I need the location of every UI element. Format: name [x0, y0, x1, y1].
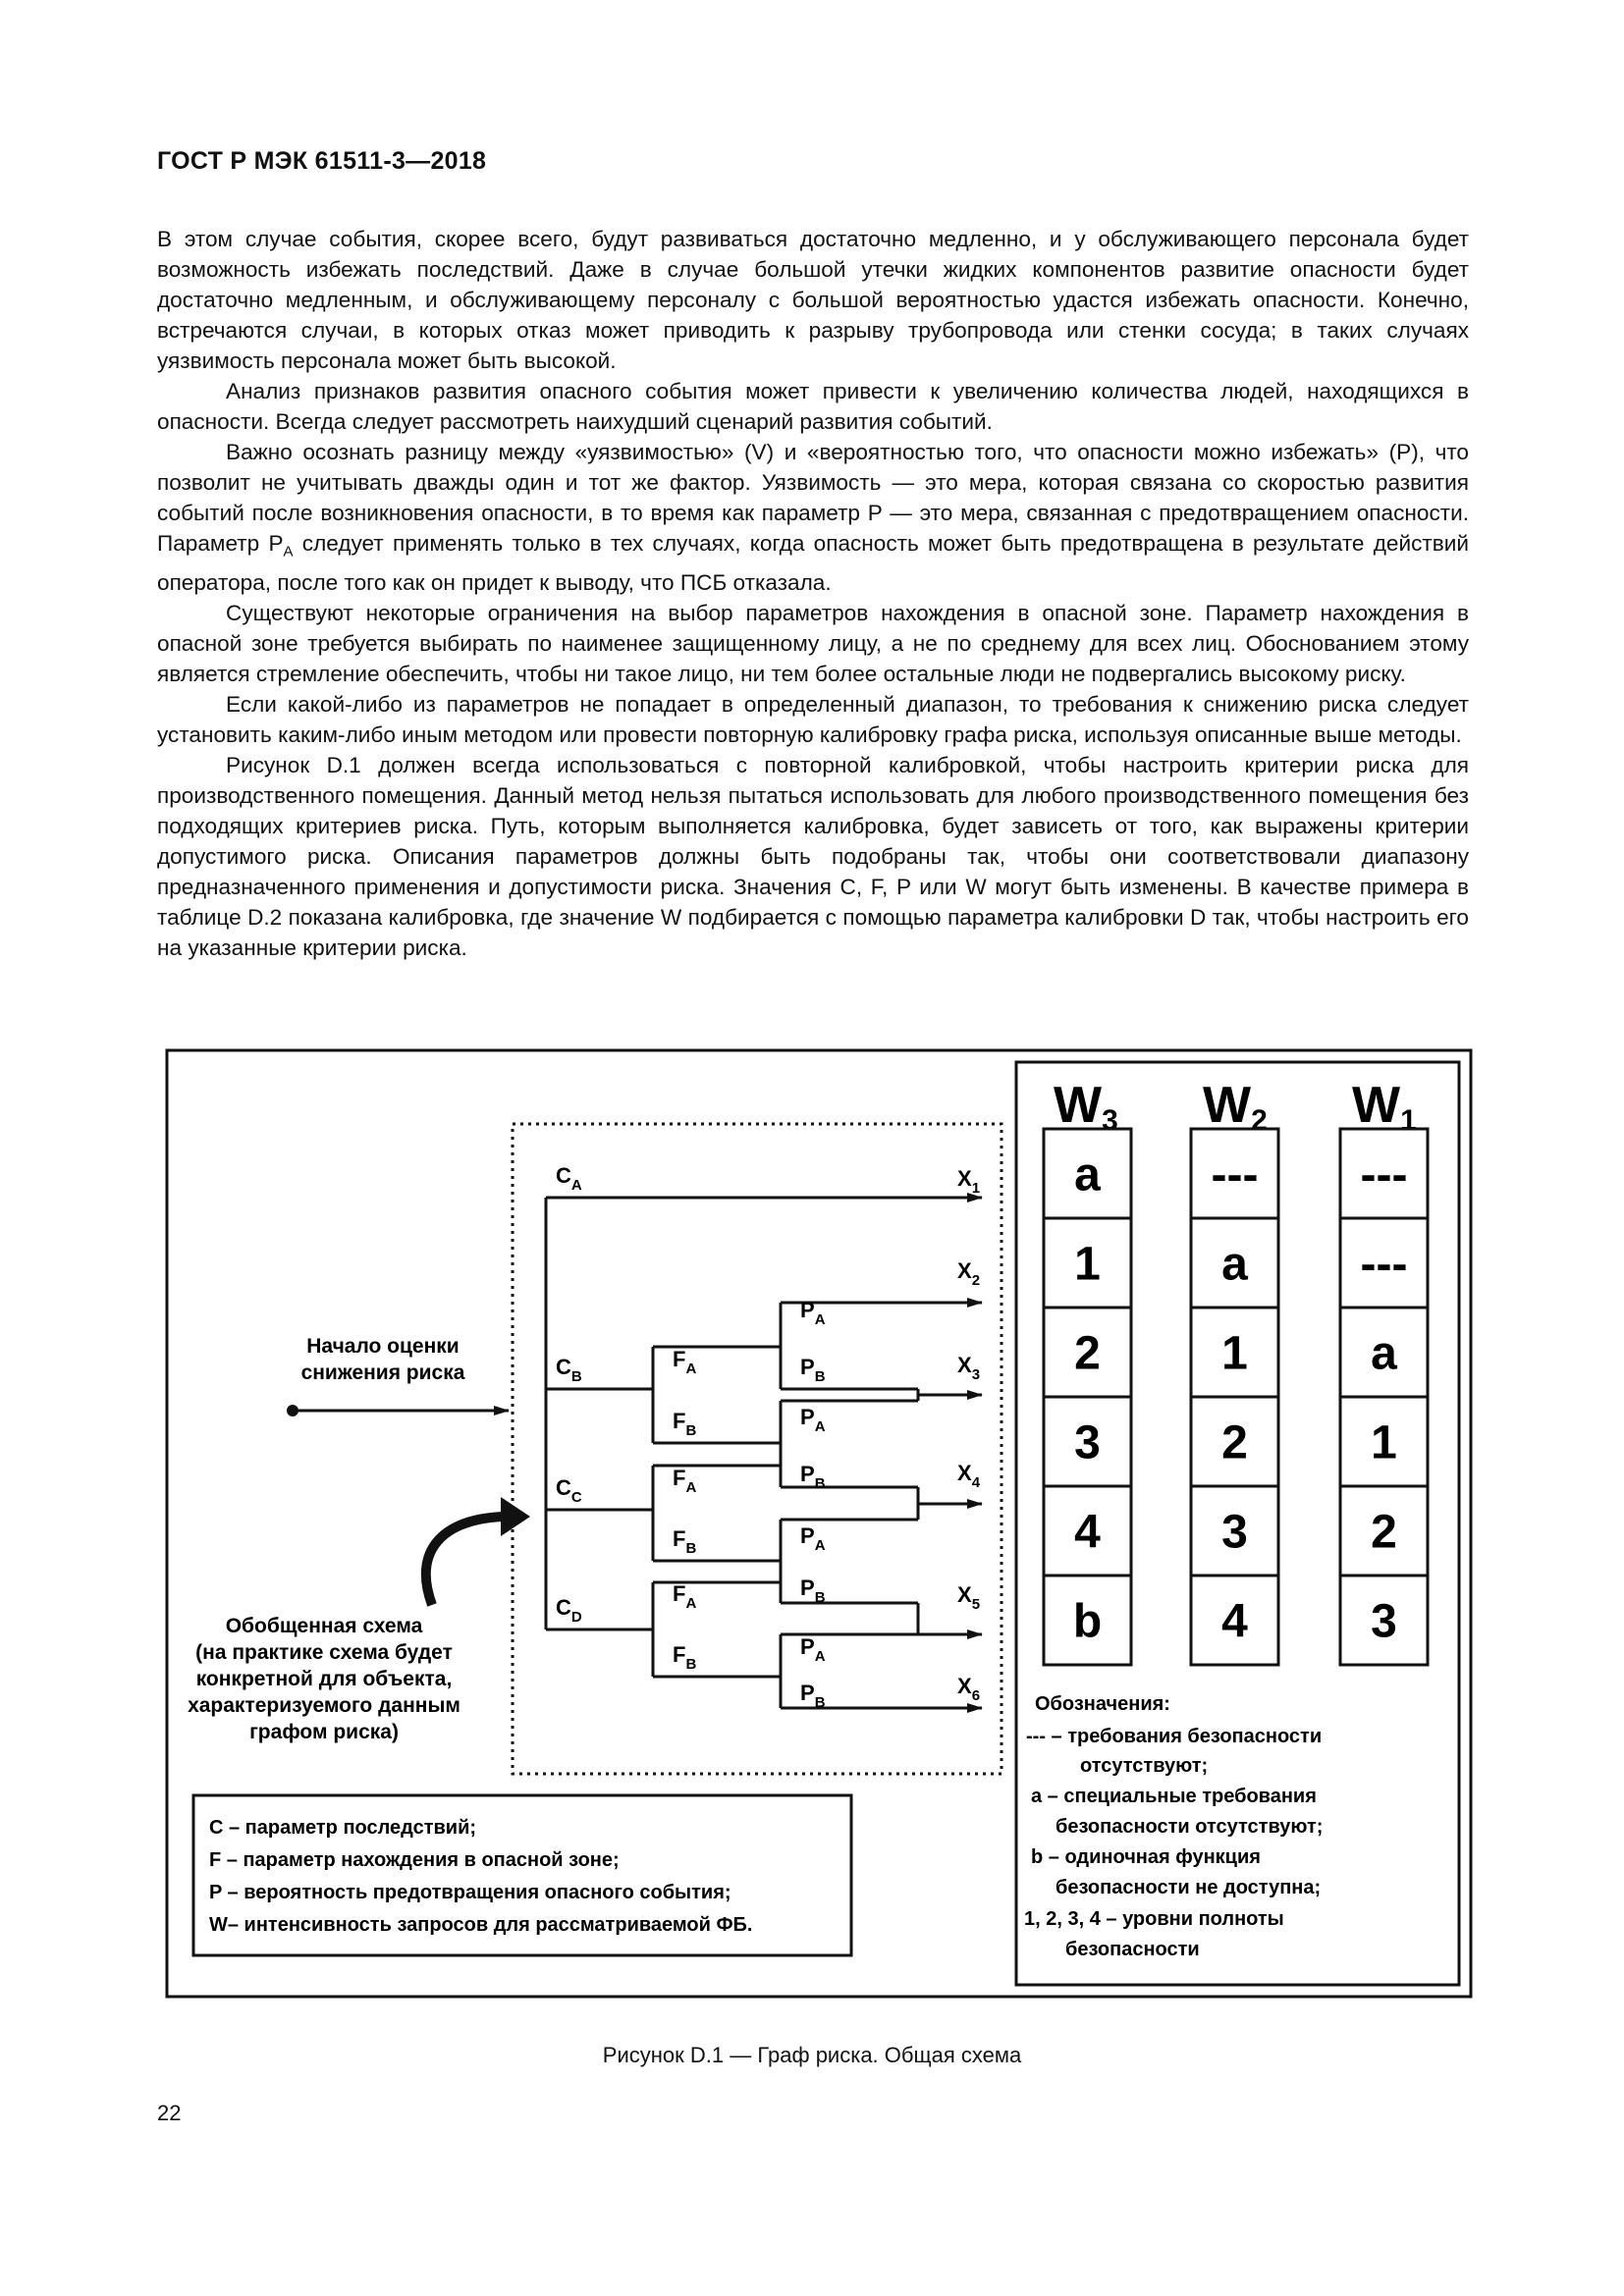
svg-text:PA: $P_A$ [800, 1405, 826, 1435]
svg-text:PA: $P_A$ [800, 1634, 826, 1665]
svg-text:FA: $F_A$ [673, 1581, 697, 1612]
paragraph: Важно осознать разницу между «уязвимостью» (V) и «вероятностью того, что опасности можно избежать» (P), что позволит не учитывать дважды один и тот же фактор. Уязвимость — это мера, которая связана со скоростью развития событий после возникновения опасности, в то время как параметр P — это мера, связанная с предотвращением опасности. Параметр $P_A$ следует применять только в тех случаях, когда опасность может быть предотвращена в результате действий оператора, после того как он придет к выводу, что ПСБ отказала. [157, 440, 1469, 595]
svg-text:PA: $P_A$ [800, 1523, 826, 1554]
w-cell: a [1221, 1238, 1248, 1291]
w-cell: 4 [1221, 1595, 1248, 1648]
svg-text:безопасности: безопасности [1065, 1939, 1200, 1960]
label-cc: $C_C$ [556, 1475, 582, 1506]
svg-text:FA: $F_A$ [673, 1466, 697, 1496]
w-cell: --- [1211, 1148, 1259, 1201]
svg-text:b – одиночная функция: b – одиночная функция [1031, 1846, 1261, 1868]
svg-text:X1: $X_1$ [957, 1166, 981, 1197]
svg-text:PB: $P_B$ [800, 1575, 826, 1606]
paragraph: Анализ признаков развития опасного события может привести к увеличению количества людей, находящихся в опасности. Всегда следует рассмотреть наихудший сценарий развития событий. [157, 379, 1469, 434]
w-column-3 [1340, 1129, 1428, 1665]
svg-text:FB: $F_B$ [673, 1409, 697, 1439]
svg-text:a – специальные требования: a – специальные требования [1031, 1786, 1317, 1807]
svg-text:C – параметр последствий;: C – параметр последствий; [209, 1817, 477, 1839]
svg-text:FB: $F_B$ [673, 1642, 697, 1673]
graph-lines [546, 1198, 982, 1708]
svg-text:F – параметр нахождения в опас: F – параметр нахождения в опасной зоне; [209, 1849, 620, 1871]
params-legend [209, 1817, 752, 1936]
svg-text:X5: $X_5$ [957, 1582, 981, 1613]
svg-text:FA: $F_A$ [673, 1347, 697, 1377]
svg-text:безопасности отсутствуют;: безопасности отсутствуют; [1056, 1816, 1324, 1838]
w-cell: --- [1360, 1148, 1408, 1201]
svg-text:X4: $X_4$ [957, 1461, 981, 1491]
svg-text:W3: W3 [1054, 1077, 1118, 1137]
notation [1024, 1693, 1323, 1960]
document-header: ГОСТ Р МЭК 61511-3—2018 [157, 147, 487, 175]
svg-text:X2: $X_2$ [957, 1258, 981, 1289]
f-labels [673, 1347, 696, 1673]
w-cell: 2 [1371, 1506, 1397, 1559]
w-cell: --- [1360, 1238, 1408, 1291]
w-cell: 4 [1074, 1506, 1101, 1559]
svg-text:графом риска): графом риска) [249, 1721, 399, 1743]
label-cb: $C_B$ [556, 1355, 582, 1385]
label-ca: $C_A$ [556, 1163, 582, 1194]
w-cell: 3 [1371, 1595, 1397, 1648]
svg-text:характеризуемого данным: характеризуемого данным [188, 1694, 460, 1717]
svg-text:PA: $P_A$ [800, 1298, 826, 1328]
svg-text:1, 2, 3, 4 – уровни полноты: 1, 2, 3, 4 – уровни полноты [1024, 1908, 1284, 1930]
curved-arrow [426, 1517, 503, 1605]
c-labels [556, 1163, 582, 1626]
svg-text:Обозначения:: Обозначения: [1035, 1693, 1170, 1715]
paragraph: Если какой-либо из параметров не попадает в определенный диапазон, то требования к снижению риска следует установить каким-либо иным методом или провести повторную калибровку графа риска, используя описанные выше методы. [157, 691, 1469, 747]
svg-text:(на практике схема будет: (на практике схема будет [195, 1641, 453, 1664]
figure-caption: Рисунок D.1 — Граф риска. Общая схема [602, 2043, 1022, 2067]
svg-text:конкретной для объекта,: конкретной для объекта, [195, 1668, 453, 1690]
svg-text:W2: W2 [1203, 1077, 1268, 1137]
svg-text:PB: $P_B$ [800, 1355, 826, 1385]
w-columns [1044, 1129, 1428, 1665]
w-cell: 3 [1221, 1506, 1248, 1559]
p-labels [800, 1298, 826, 1711]
svg-text:X6: $X_6$ [957, 1674, 981, 1704]
svg-text:PB: $P_B$ [800, 1681, 826, 1711]
start-label-line1: Начало оценки [306, 1335, 460, 1358]
page-number: 22 [157, 2101, 182, 2125]
w-cell: 1 [1371, 1416, 1397, 1469]
paragraph: В этом случае события, скорее всего, будут развиваться достаточно медленно, и у обслуживающего персонала будет возможность избежать последствий. Даже в случае большой утечки жидких компонентов развитие опасности будет достаточно медленным, и обслуживающему персоналу с большой вероятностью удастся избежать опасности. Конечно, встречаются случаи, в которых отказ может приводить к разрыву трубопровода или стенки сосуда; в таких случаях уязвимость персонала может быть высокой. [157, 227, 1469, 373]
svg-text:X3: $X_3$ [957, 1353, 981, 1383]
curved-arrow-head [501, 1497, 530, 1536]
generic-scheme-label [188, 1615, 460, 1743]
svg-text:W– интенсивность запросов для: W– интенсивность запросов для рассматриваемой ФБ. [209, 1914, 753, 1936]
paragraph: Существуют некоторые ограничения на выбор параметров нахождения в опасной зоне. Параметр нахождения в опасной зоне требуется выбирать по наименее защищенному лицу, а не по среднему для всех лиц. Обоснованием этому является стремление обеспечить, чтобы ни такое лицо, ни тем более остальные люди не подвергались высокому риску. [157, 600, 1469, 686]
w-cell: 3 [1074, 1416, 1101, 1469]
label-cd: $C_D$ [556, 1595, 582, 1626]
start-label-line2: снижения риска [300, 1362, 465, 1384]
w-cell: 1 [1074, 1238, 1101, 1291]
svg-text:--- – требования безопасности: --- – требования безопасности [1026, 1726, 1323, 1747]
x-labels [957, 1166, 981, 1704]
svg-text:P – вероятность предотвращения: P – вероятность предотвращения опасного события; [209, 1882, 731, 1903]
w-cell: 1 [1221, 1327, 1248, 1380]
svg-text:FB: $F_B$ [673, 1526, 697, 1557]
w-column-1 [1044, 1129, 1131, 1665]
svg-text:PB: $P_B$ [800, 1462, 826, 1492]
svg-text:Обобщенная схема: Обобщенная схема [225, 1615, 423, 1637]
svg-text:отсутствуют;: отсутствуют; [1080, 1755, 1209, 1777]
svg-text:безопасности не доступна;: безопасности не доступна; [1056, 1877, 1322, 1898]
w-cell: a [1074, 1148, 1101, 1201]
w-cell: b [1072, 1595, 1103, 1648]
w-cell: 2 [1221, 1416, 1248, 1469]
w-column-2 [1191, 1129, 1278, 1665]
svg-text:W1: W1 [1352, 1077, 1417, 1137]
w-cell: 2 [1074, 1327, 1101, 1380]
paragraph: Рисунок D.1 должен всегда использоваться с повторной калибровкой, чтобы настроить критерии риска для производственного помещения. Данный метод нельзя пытаться использовать для любого производственного помещения без подходящих критериев риска. Путь, которым выполняется калибровка, будет зависеть от того, как выражены критерии допустимого риска. Описания параметров должны быть подобраны так, чтобы они соответствовали диапазону предназначенного применения и допустимости риска. Значения C, F, P или W могут быть изменены. В качестве примера в таблице D.2 показана калибровка, где значение W подбирается с помощью параметра калибровки D так, чтобы настроить его на указанные критерии риска. [157, 752, 1469, 960]
w-cell: a [1371, 1327, 1397, 1380]
